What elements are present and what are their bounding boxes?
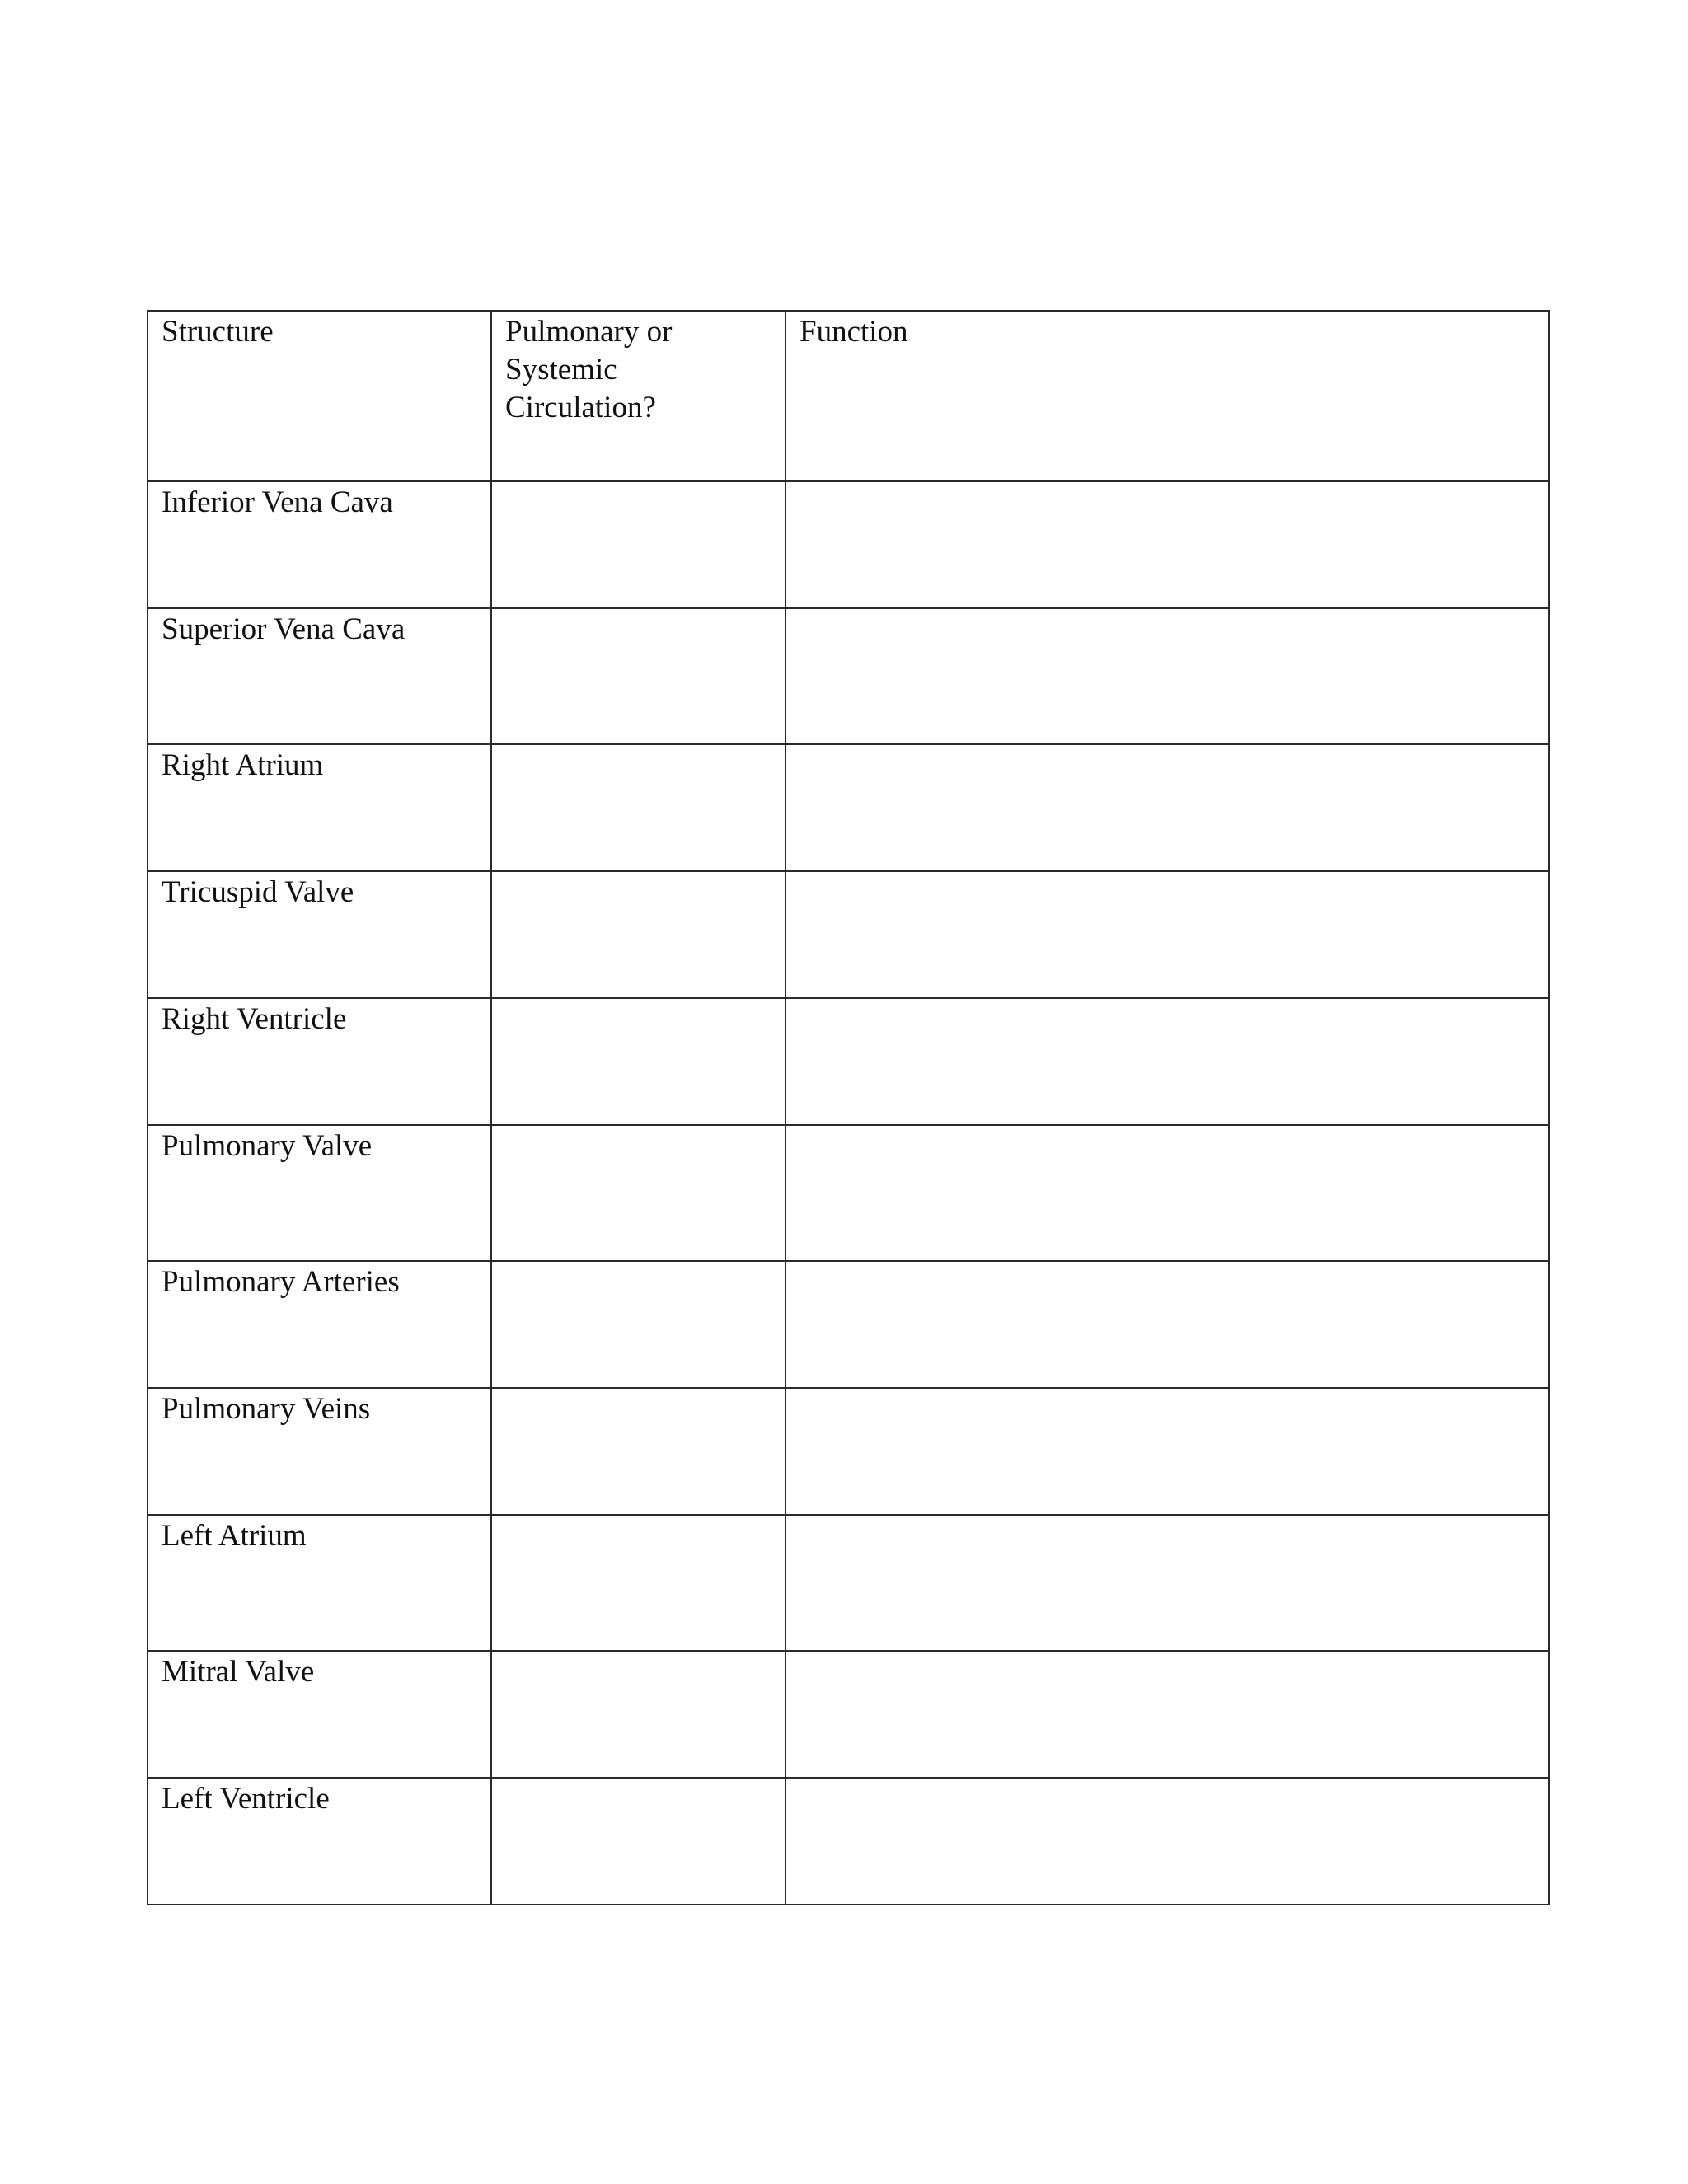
table-header-row [148,311,1549,481]
table-row [148,871,1549,998]
structure-cell: Left Atrium [148,1515,491,1651]
structure-cell: Mitral Valve [148,1651,491,1778]
circulation-answer-cell[interactable] [491,1388,785,1515]
circulation-header-line-1: Pulmonary or [505,315,673,349]
circulation-column-header [491,311,785,481]
function-answer-cell[interactable] [785,481,1549,608]
circulation-answer-cell[interactable] [491,1125,785,1261]
function-answer-cell[interactable] [785,744,1549,871]
circulation-header-line-3: Circulation? [505,391,656,424]
function-header-label: Function [799,315,908,349]
structure-cell: Inferior Vena Cava [148,481,491,608]
circulation-answer-cell[interactable] [491,1778,785,1905]
function-answer-cell[interactable] [785,1125,1549,1261]
function-answer-cell[interactable] [785,1261,1549,1388]
structure-cell: Superior Vena Cava [148,608,491,744]
circulation-answer-cell[interactable] [491,1515,785,1651]
function-answer-cell[interactable] [785,871,1549,998]
function-answer-cell[interactable] [785,608,1549,744]
circulation-answer-cell[interactable] [491,1651,785,1778]
table-row [148,1778,1549,1905]
table-row [148,744,1549,871]
table-row [148,1651,1549,1778]
function-answer-cell[interactable] [785,1651,1549,1778]
circulation-answer-cell[interactable] [491,481,785,608]
structure-column-header [148,311,491,481]
function-column-header [785,311,1549,481]
structure-cell: Right Atrium [148,744,491,871]
structure-cell: Tricuspid Valve [148,871,491,998]
heart-structures-table [147,310,1550,1905]
structure-cell: Right Ventricle [148,998,491,1125]
circulation-answer-cell[interactable] [491,608,785,744]
table-row [148,1125,1549,1261]
function-answer-cell[interactable] [785,1778,1549,1905]
structure-cell: Pulmonary Valve [148,1125,491,1261]
circulation-answer-cell[interactable] [491,998,785,1125]
structure-cell: Pulmonary Veins [148,1388,491,1515]
table-row [148,998,1549,1125]
table-row [148,1388,1549,1515]
circulation-header-line-2: Systemic [505,353,617,387]
function-answer-cell[interactable] [785,1515,1549,1651]
structure-cell: Left Ventricle [148,1778,491,1905]
function-answer-cell[interactable] [785,998,1549,1125]
table-row [148,481,1549,608]
circulation-answer-cell[interactable] [491,871,785,998]
table-row [148,608,1549,744]
circulation-answer-cell[interactable] [491,1261,785,1388]
structure-cell: Pulmonary Arteries [148,1261,491,1388]
table-row [148,1515,1549,1651]
function-answer-cell[interactable] [785,1388,1549,1515]
circulation-answer-cell[interactable] [491,744,785,871]
structure-header-label: Structure [162,315,274,349]
table-row [148,1261,1549,1388]
